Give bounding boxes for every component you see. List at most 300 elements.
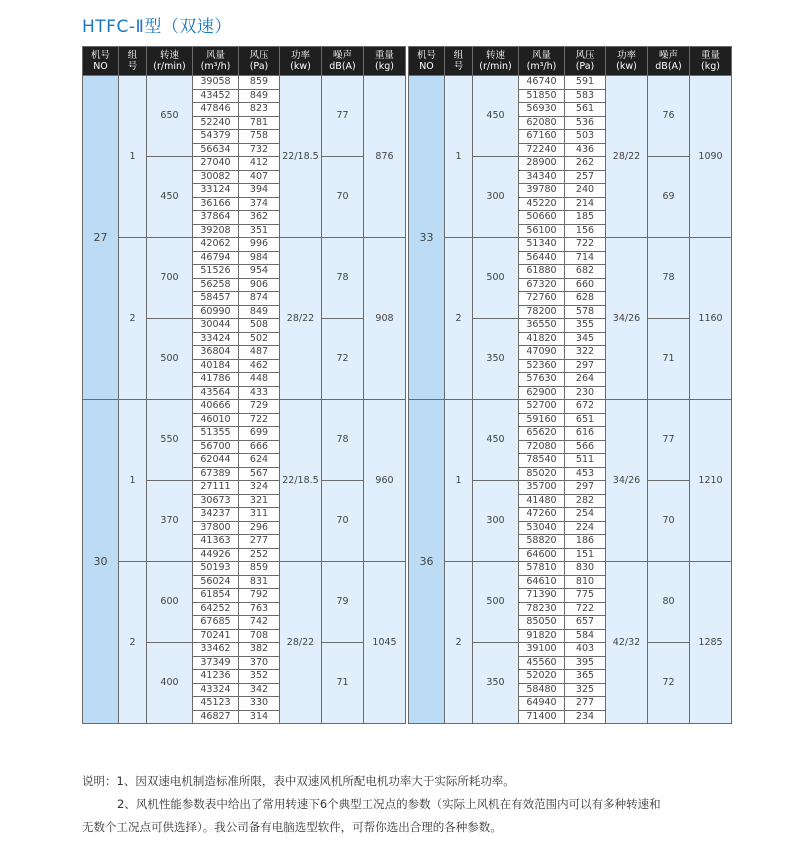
group-cell: 1 bbox=[119, 76, 147, 238]
noise-cell: 77 bbox=[648, 400, 690, 481]
noise-cell: 78 bbox=[648, 238, 690, 319]
pressure-cell: 314 bbox=[239, 710, 280, 724]
flow-cell: 39058 bbox=[193, 76, 239, 90]
pressure-cell: 296 bbox=[239, 521, 280, 535]
pressure-cell: 407 bbox=[239, 170, 280, 184]
pressure-cell: 792 bbox=[239, 589, 280, 603]
header-speed-line: 转速 bbox=[159, 50, 179, 61]
group-cell: 2 bbox=[445, 238, 473, 400]
flow-cell: 58820 bbox=[519, 535, 565, 549]
pressure-cell: 282 bbox=[565, 494, 606, 508]
pressure-cell: 567 bbox=[239, 467, 280, 481]
noise-cell: 70 bbox=[322, 157, 364, 238]
pressure-cell: 874 bbox=[239, 292, 280, 306]
flow-cell: 70241 bbox=[193, 629, 239, 643]
pressure-cell: 297 bbox=[565, 481, 606, 495]
header-weight-line: (kg) bbox=[375, 61, 394, 72]
speed-cell: 370 bbox=[147, 481, 193, 562]
flow-cell: 41236 bbox=[193, 670, 239, 684]
table-row bbox=[409, 400, 732, 414]
header-group bbox=[445, 47, 473, 76]
header-weight-line: 重量 bbox=[374, 50, 394, 61]
pressure-cell: 277 bbox=[239, 535, 280, 549]
pressure-cell: 830 bbox=[565, 562, 606, 576]
flow-cell: 51340 bbox=[519, 238, 565, 252]
pressure-cell: 823 bbox=[239, 103, 280, 117]
header-power bbox=[280, 47, 322, 76]
pressure-cell: 714 bbox=[565, 251, 606, 265]
flow-cell: 39208 bbox=[193, 224, 239, 238]
flow-cell: 56024 bbox=[193, 575, 239, 589]
header-pressure bbox=[239, 47, 280, 76]
flow-cell: 46827 bbox=[193, 710, 239, 724]
flow-cell: 64940 bbox=[519, 697, 565, 711]
flow-cell: 37349 bbox=[193, 656, 239, 670]
pressure-cell: 185 bbox=[565, 211, 606, 225]
flow-cell: 43564 bbox=[193, 386, 239, 400]
header-group-line: 号 bbox=[453, 61, 464, 72]
flow-cell: 28900 bbox=[519, 157, 565, 171]
header-no-line: NO bbox=[93, 61, 108, 72]
pressure-cell: 230 bbox=[565, 386, 606, 400]
header-flow-line: 风量 bbox=[205, 50, 225, 61]
flow-cell: 44926 bbox=[193, 548, 239, 562]
flow-cell: 61854 bbox=[193, 589, 239, 603]
flow-cell: 71400 bbox=[519, 710, 565, 724]
flow-cell: 47260 bbox=[519, 508, 565, 522]
flow-cell: 78200 bbox=[519, 305, 565, 319]
flow-cell: 85050 bbox=[519, 616, 565, 630]
speed-cell: 500 bbox=[147, 319, 193, 400]
page-title: HTFC-Ⅱ型（双速） bbox=[82, 17, 232, 37]
speed-cell: 650 bbox=[147, 76, 193, 157]
flow-cell: 59160 bbox=[519, 413, 565, 427]
pressure-cell: 763 bbox=[239, 602, 280, 616]
group-cell: 2 bbox=[119, 562, 147, 724]
pressure-cell: 566 bbox=[565, 440, 606, 454]
flow-cell: 56930 bbox=[519, 103, 565, 117]
flow-cell: 64252 bbox=[193, 602, 239, 616]
flow-cell: 45220 bbox=[519, 197, 565, 211]
flow-cell: 52240 bbox=[193, 116, 239, 130]
pressure-cell: 342 bbox=[239, 683, 280, 697]
power-cell: 42/32 bbox=[606, 562, 648, 724]
flow-cell: 33424 bbox=[193, 332, 239, 346]
table-row bbox=[409, 238, 732, 252]
flow-cell: 62044 bbox=[193, 454, 239, 468]
noise-cell: 71 bbox=[648, 319, 690, 400]
flow-cell: 67389 bbox=[193, 467, 239, 481]
pressure-cell: 321 bbox=[239, 494, 280, 508]
pressure-cell: 277 bbox=[565, 697, 606, 711]
header-noise bbox=[322, 47, 364, 76]
header-no-line: 机号 bbox=[90, 50, 110, 61]
header-group-line: 号 bbox=[127, 61, 138, 72]
pressure-cell: 722 bbox=[565, 238, 606, 252]
header-speed bbox=[473, 47, 519, 76]
noise-cell: 78 bbox=[322, 400, 364, 481]
header-power-line: (kw) bbox=[616, 61, 637, 72]
flow-cell: 51526 bbox=[193, 265, 239, 279]
noise-cell: 69 bbox=[648, 157, 690, 238]
pressure-cell: 536 bbox=[565, 116, 606, 130]
flow-cell: 51850 bbox=[519, 89, 565, 103]
flow-cell: 36166 bbox=[193, 197, 239, 211]
speed-cell: 300 bbox=[473, 157, 519, 238]
flow-cell: 71390 bbox=[519, 589, 565, 603]
flow-cell: 85020 bbox=[519, 467, 565, 481]
weight-cell: 876 bbox=[364, 76, 406, 238]
pressure-cell: 584 bbox=[565, 629, 606, 643]
weight-cell: 1210 bbox=[690, 400, 732, 562]
pressure-cell: 775 bbox=[565, 589, 606, 603]
pressure-cell: 591 bbox=[565, 76, 606, 90]
pressure-cell: 729 bbox=[239, 400, 280, 414]
pressure-cell: 395 bbox=[565, 656, 606, 670]
flow-cell: 65620 bbox=[519, 427, 565, 441]
flow-cell: 62080 bbox=[519, 116, 565, 130]
flow-cell: 50193 bbox=[193, 562, 239, 576]
power-cell: 22/18.5 bbox=[280, 400, 322, 562]
header-no-line: 机号 bbox=[416, 50, 436, 61]
flow-cell: 45560 bbox=[519, 656, 565, 670]
pressure-cell: 859 bbox=[239, 76, 280, 90]
header-group-line: 组 bbox=[127, 50, 138, 61]
pressure-cell: 355 bbox=[565, 319, 606, 333]
power-cell: 28/22 bbox=[280, 562, 322, 724]
pressure-cell: 453 bbox=[565, 467, 606, 481]
pressure-cell: 262 bbox=[565, 157, 606, 171]
group-cell: 1 bbox=[119, 400, 147, 562]
flow-cell: 42062 bbox=[193, 238, 239, 252]
flow-cell: 78540 bbox=[519, 454, 565, 468]
table-row bbox=[83, 76, 406, 90]
speed-cell: 500 bbox=[473, 238, 519, 319]
speed-cell: 550 bbox=[147, 400, 193, 481]
machine-no-cell: 36 bbox=[409, 400, 445, 724]
noise-cell: 70 bbox=[322, 481, 364, 562]
flow-cell: 52700 bbox=[519, 400, 565, 414]
header-group-line: 组 bbox=[453, 50, 464, 61]
weight-cell: 1090 bbox=[690, 76, 732, 238]
group-cell: 1 bbox=[445, 76, 473, 238]
power-cell: 28/22 bbox=[606, 76, 648, 238]
header-noise-line: 噪声 bbox=[332, 50, 352, 61]
header-pressure-line: (Pa) bbox=[249, 61, 269, 72]
table-row bbox=[83, 238, 406, 252]
flow-cell: 37800 bbox=[193, 521, 239, 535]
flow-cell: 47846 bbox=[193, 103, 239, 117]
flow-cell: 67320 bbox=[519, 278, 565, 292]
pressure-cell: 616 bbox=[565, 427, 606, 441]
pressure-cell: 708 bbox=[239, 629, 280, 643]
flow-cell: 46740 bbox=[519, 76, 565, 90]
pressure-cell: 322 bbox=[565, 346, 606, 360]
speed-cell: 450 bbox=[473, 400, 519, 481]
pressure-cell: 224 bbox=[565, 521, 606, 535]
pressure-cell: 436 bbox=[565, 143, 606, 157]
pressure-cell: 311 bbox=[239, 508, 280, 522]
header-weight bbox=[364, 47, 406, 76]
weight-cell: 1285 bbox=[690, 562, 732, 724]
flow-cell: 46794 bbox=[193, 251, 239, 265]
pressure-cell: 330 bbox=[239, 697, 280, 711]
noise-cell: 80 bbox=[648, 562, 690, 643]
pressure-cell: 682 bbox=[565, 265, 606, 279]
note-1: 说明：1、因双速电机制造标准所限，表中双速风机所配电机功率大于实际所耗功率。 bbox=[82, 774, 515, 788]
header-power bbox=[606, 47, 648, 76]
pressure-cell: 781 bbox=[239, 116, 280, 130]
flow-cell: 39100 bbox=[519, 643, 565, 657]
header-noise-line: dB(A) bbox=[655, 61, 682, 72]
power-cell: 34/26 bbox=[606, 238, 648, 400]
flow-cell: 45123 bbox=[193, 697, 239, 711]
pressure-cell: 722 bbox=[239, 413, 280, 427]
pressure-cell: 324 bbox=[239, 481, 280, 495]
pressure-cell: 345 bbox=[565, 332, 606, 346]
flow-cell: 52020 bbox=[519, 670, 565, 684]
pressure-cell: 325 bbox=[565, 683, 606, 697]
group-cell: 2 bbox=[119, 238, 147, 400]
flow-cell: 34340 bbox=[519, 170, 565, 184]
pressure-cell: 448 bbox=[239, 373, 280, 387]
flow-cell: 58457 bbox=[193, 292, 239, 306]
pressure-cell: 672 bbox=[565, 400, 606, 414]
flow-cell: 57810 bbox=[519, 562, 565, 576]
header-noise bbox=[648, 47, 690, 76]
flow-cell: 57630 bbox=[519, 373, 565, 387]
speed-cell: 450 bbox=[473, 76, 519, 157]
flow-cell: 41820 bbox=[519, 332, 565, 346]
pressure-cell: 156 bbox=[565, 224, 606, 238]
flow-cell: 43324 bbox=[193, 683, 239, 697]
table-row bbox=[83, 400, 406, 414]
noise-cell: 77 bbox=[322, 76, 364, 157]
header-weight bbox=[690, 47, 732, 76]
header-pressure-line: 风压 bbox=[249, 50, 269, 61]
header-group bbox=[119, 47, 147, 76]
pressure-cell: 394 bbox=[239, 184, 280, 198]
pressure-cell: 732 bbox=[239, 143, 280, 157]
flow-cell: 64600 bbox=[519, 548, 565, 562]
header-pressure-line: (Pa) bbox=[575, 61, 595, 72]
header-speed-line: 转速 bbox=[485, 50, 505, 61]
flow-cell: 60990 bbox=[193, 305, 239, 319]
pressure-cell: 365 bbox=[565, 670, 606, 684]
pressure-cell: 433 bbox=[239, 386, 280, 400]
flow-cell: 54379 bbox=[193, 130, 239, 144]
spec-table-right bbox=[408, 46, 732, 724]
pressure-cell: 657 bbox=[565, 616, 606, 630]
pressure-cell: 487 bbox=[239, 346, 280, 360]
header-power-line: 功率 bbox=[616, 50, 636, 61]
pressure-cell: 257 bbox=[565, 170, 606, 184]
pressure-cell: 831 bbox=[239, 575, 280, 589]
pressure-cell: 403 bbox=[565, 643, 606, 657]
pressure-cell: 849 bbox=[239, 305, 280, 319]
speed-cell: 700 bbox=[147, 238, 193, 319]
header-power-line: (kw) bbox=[290, 61, 311, 72]
pressure-cell: 511 bbox=[565, 454, 606, 468]
flow-cell: 33124 bbox=[193, 184, 239, 198]
pressure-cell: 624 bbox=[239, 454, 280, 468]
pressure-cell: 508 bbox=[239, 319, 280, 333]
speed-cell: 350 bbox=[473, 319, 519, 400]
header-speed bbox=[147, 47, 193, 76]
noise-cell: 78 bbox=[322, 238, 364, 319]
flow-cell: 56700 bbox=[193, 440, 239, 454]
pressure-cell: 583 bbox=[565, 89, 606, 103]
header-weight-line: (kg) bbox=[701, 61, 720, 72]
pressure-cell: 370 bbox=[239, 656, 280, 670]
header-pressure bbox=[565, 47, 606, 76]
note-3: 无数个工况点可供选择）。我公司备有电脑选型软件，可帮你选出合理的各种参数。 bbox=[82, 820, 502, 834]
noise-cell: 70 bbox=[648, 481, 690, 562]
flow-cell: 36550 bbox=[519, 319, 565, 333]
power-cell: 28/22 bbox=[280, 238, 322, 400]
pressure-cell: 849 bbox=[239, 89, 280, 103]
pressure-cell: 264 bbox=[565, 373, 606, 387]
header-flow-line: (m³/h) bbox=[526, 61, 557, 72]
pressure-cell: 297 bbox=[565, 359, 606, 373]
machine-no-cell: 30 bbox=[83, 400, 119, 724]
pressure-cell: 742 bbox=[239, 616, 280, 630]
header-noise-line: 噪声 bbox=[658, 50, 678, 61]
pressure-cell: 186 bbox=[565, 535, 606, 549]
noise-cell: 72 bbox=[322, 319, 364, 400]
pressure-cell: 578 bbox=[565, 305, 606, 319]
table-row bbox=[409, 562, 732, 576]
flow-cell: 40184 bbox=[193, 359, 239, 373]
machine-no-cell: 33 bbox=[409, 76, 445, 400]
speed-cell: 350 bbox=[473, 643, 519, 724]
pressure-cell: 859 bbox=[239, 562, 280, 576]
pressure-cell: 984 bbox=[239, 251, 280, 265]
pressure-cell: 252 bbox=[239, 548, 280, 562]
speed-cell: 450 bbox=[147, 157, 193, 238]
weight-cell: 1160 bbox=[690, 238, 732, 400]
machine-no-cell: 27 bbox=[83, 76, 119, 400]
header-no bbox=[409, 47, 445, 76]
pressure-cell: 151 bbox=[565, 548, 606, 562]
flow-cell: 33462 bbox=[193, 643, 239, 657]
flow-cell: 30673 bbox=[193, 494, 239, 508]
flow-cell: 27040 bbox=[193, 157, 239, 171]
pressure-cell: 214 bbox=[565, 197, 606, 211]
pressure-cell: 234 bbox=[565, 710, 606, 724]
pressure-cell: 462 bbox=[239, 359, 280, 373]
flow-cell: 61880 bbox=[519, 265, 565, 279]
pressure-cell: 351 bbox=[239, 224, 280, 238]
flow-cell: 72760 bbox=[519, 292, 565, 306]
header-weight-line: 重量 bbox=[700, 50, 720, 61]
header-noise-line: dB(A) bbox=[329, 61, 356, 72]
flow-cell: 52360 bbox=[519, 359, 565, 373]
group-cell: 1 bbox=[445, 400, 473, 562]
pressure-cell: 666 bbox=[239, 440, 280, 454]
pressure-cell: 906 bbox=[239, 278, 280, 292]
header-flow-line: (m³/h) bbox=[200, 61, 231, 72]
flow-cell: 72080 bbox=[519, 440, 565, 454]
power-cell: 22/18.5 bbox=[280, 76, 322, 238]
header-flow-line: 风量 bbox=[531, 50, 551, 61]
noise-cell: 76 bbox=[648, 76, 690, 157]
spec-table-left bbox=[82, 46, 406, 724]
flow-cell: 56634 bbox=[193, 143, 239, 157]
header-speed-line: (r/min) bbox=[153, 61, 186, 72]
speed-cell: 400 bbox=[147, 643, 193, 724]
pressure-cell: 651 bbox=[565, 413, 606, 427]
header-speed-line: (r/min) bbox=[479, 61, 512, 72]
flow-cell: 39780 bbox=[519, 184, 565, 198]
speed-cell: 300 bbox=[473, 481, 519, 562]
flow-cell: 36804 bbox=[193, 346, 239, 360]
flow-cell: 30082 bbox=[193, 170, 239, 184]
flow-cell: 72240 bbox=[519, 143, 565, 157]
flow-cell: 78230 bbox=[519, 602, 565, 616]
notes bbox=[82, 770, 762, 839]
header-flow bbox=[193, 47, 239, 76]
flow-cell: 58480 bbox=[519, 683, 565, 697]
pressure-cell: 503 bbox=[565, 130, 606, 144]
pressure-cell: 412 bbox=[239, 157, 280, 171]
note-2: 2、风机性能参数表中给出了常用转速下6个典型工况点的参数（实际上风机在有效范围内可以有多种转速和 bbox=[117, 797, 661, 811]
weight-cell: 1045 bbox=[364, 562, 406, 724]
noise-cell: 72 bbox=[648, 643, 690, 724]
pressure-cell: 628 bbox=[565, 292, 606, 306]
pressure-cell: 382 bbox=[239, 643, 280, 657]
flow-cell: 30044 bbox=[193, 319, 239, 333]
flow-cell: 47090 bbox=[519, 346, 565, 360]
pressure-cell: 502 bbox=[239, 332, 280, 346]
pressure-cell: 660 bbox=[565, 278, 606, 292]
noise-cell: 71 bbox=[322, 643, 364, 724]
flow-cell: 37864 bbox=[193, 211, 239, 225]
noise-cell: 79 bbox=[322, 562, 364, 643]
flow-cell: 41480 bbox=[519, 494, 565, 508]
pressure-cell: 362 bbox=[239, 211, 280, 225]
weight-cell: 960 bbox=[364, 400, 406, 562]
header-flow bbox=[519, 47, 565, 76]
pressure-cell: 240 bbox=[565, 184, 606, 198]
flow-cell: 41786 bbox=[193, 373, 239, 387]
table-row bbox=[83, 562, 406, 576]
pressure-cell: 699 bbox=[239, 427, 280, 441]
pressure-cell: 352 bbox=[239, 670, 280, 684]
speed-cell: 500 bbox=[473, 562, 519, 643]
pressure-cell: 374 bbox=[239, 197, 280, 211]
pressure-cell: 561 bbox=[565, 103, 606, 117]
flow-cell: 67685 bbox=[193, 616, 239, 630]
flow-cell: 91820 bbox=[519, 629, 565, 643]
table-row bbox=[409, 76, 732, 90]
flow-cell: 56258 bbox=[193, 278, 239, 292]
flow-cell: 40666 bbox=[193, 400, 239, 414]
power-cell: 34/26 bbox=[606, 400, 648, 562]
pressure-cell: 810 bbox=[565, 575, 606, 589]
pressure-cell: 954 bbox=[239, 265, 280, 279]
flow-cell: 34237 bbox=[193, 508, 239, 522]
flow-cell: 35700 bbox=[519, 481, 565, 495]
group-cell: 2 bbox=[445, 562, 473, 724]
pressure-cell: 722 bbox=[565, 602, 606, 616]
pressure-cell: 758 bbox=[239, 130, 280, 144]
flow-cell: 27111 bbox=[193, 481, 239, 495]
header-pressure-line: 风压 bbox=[575, 50, 595, 61]
pressure-cell: 254 bbox=[565, 508, 606, 522]
header-power-line: 功率 bbox=[290, 50, 310, 61]
speed-cell: 600 bbox=[147, 562, 193, 643]
